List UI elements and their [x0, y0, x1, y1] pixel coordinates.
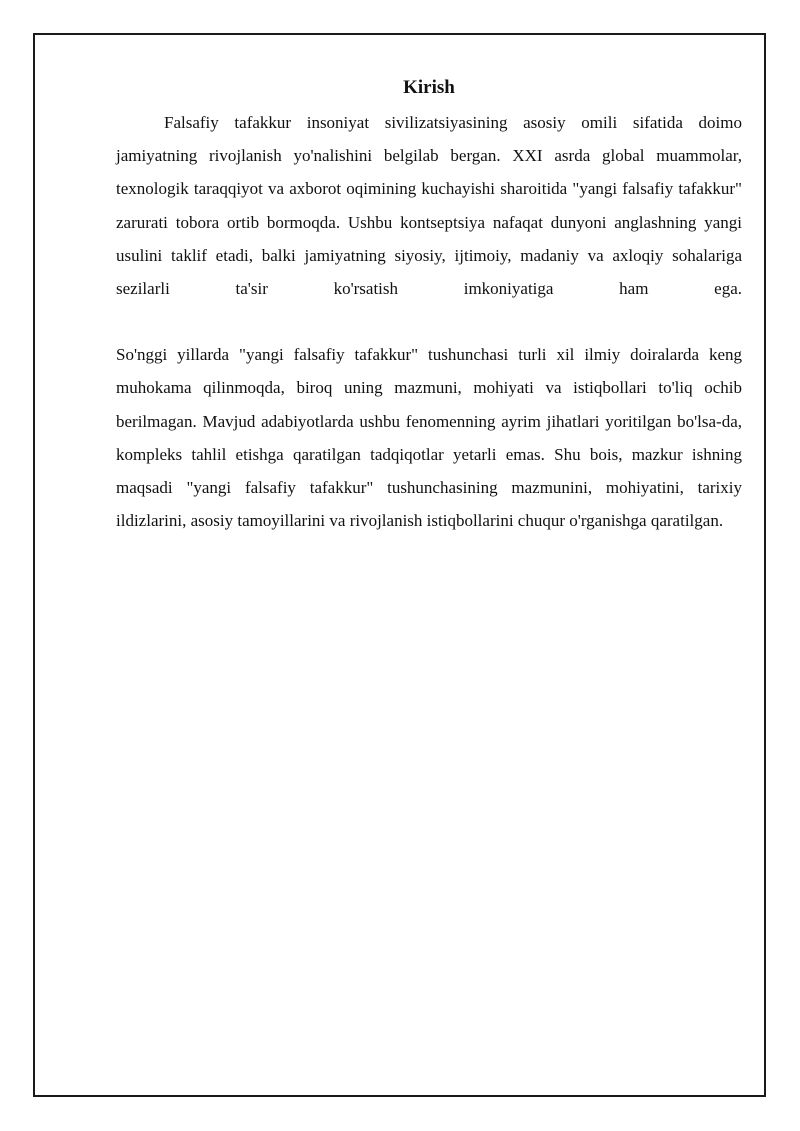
- document-body: [116, 74, 742, 537]
- paragraph-spacer: [116, 305, 742, 338]
- paragraph-intro: Falsafiy tafakkur insoniyat sivilizatsiyasining asosiy omili sifatida doimo jamiyatning rivojlanish yo'nalishini belgilab bergan. XXI asrda global muammolar, texnologik taraqqiyot va axborot oqimining kuchayishi sharoitida "yangi falsafiy tafakkur" zarurati tobora ortib bormoqda. Ushbu kontseptsiya nafaqat dunyoni anglashning yangi usulini taklif etadi, balki jamiyatning siyosiy, ijtimoiy, madaniy va axloqiy sohalariga sezilarli ta'sir ko'rsatish imkoniyatiga ham ega.: [116, 113, 742, 299]
- paragraph-purpose: So'nggi yillarda "yangi falsafiy tafakkur" tushunchasi turli xil ilmiy doiralarda keng muhokama qilinmoqda, biroq uning mazmuni, mohiyati va istiqbollari to'liq ochib berilmagan. Mavjud adabiyotlarda ushbu fenomenning ayrim jihatlari yoritilgan bo'lsa-da, kompleks tahlil etishga qaratilgan tadqiqotlar yetarli emas. Shu bois, mazkur ishning maqsadi "yangi falsafiy tafakkur" tushunchasining mazmunini, mohiyatini, tarixiy ildizlarini, asosiy tamoyillarini va rivojlanish istiqbollarini chuqur o'rganishga qaratilgan.: [116, 345, 742, 531]
- document-title: Kirish: [403, 77, 455, 98]
